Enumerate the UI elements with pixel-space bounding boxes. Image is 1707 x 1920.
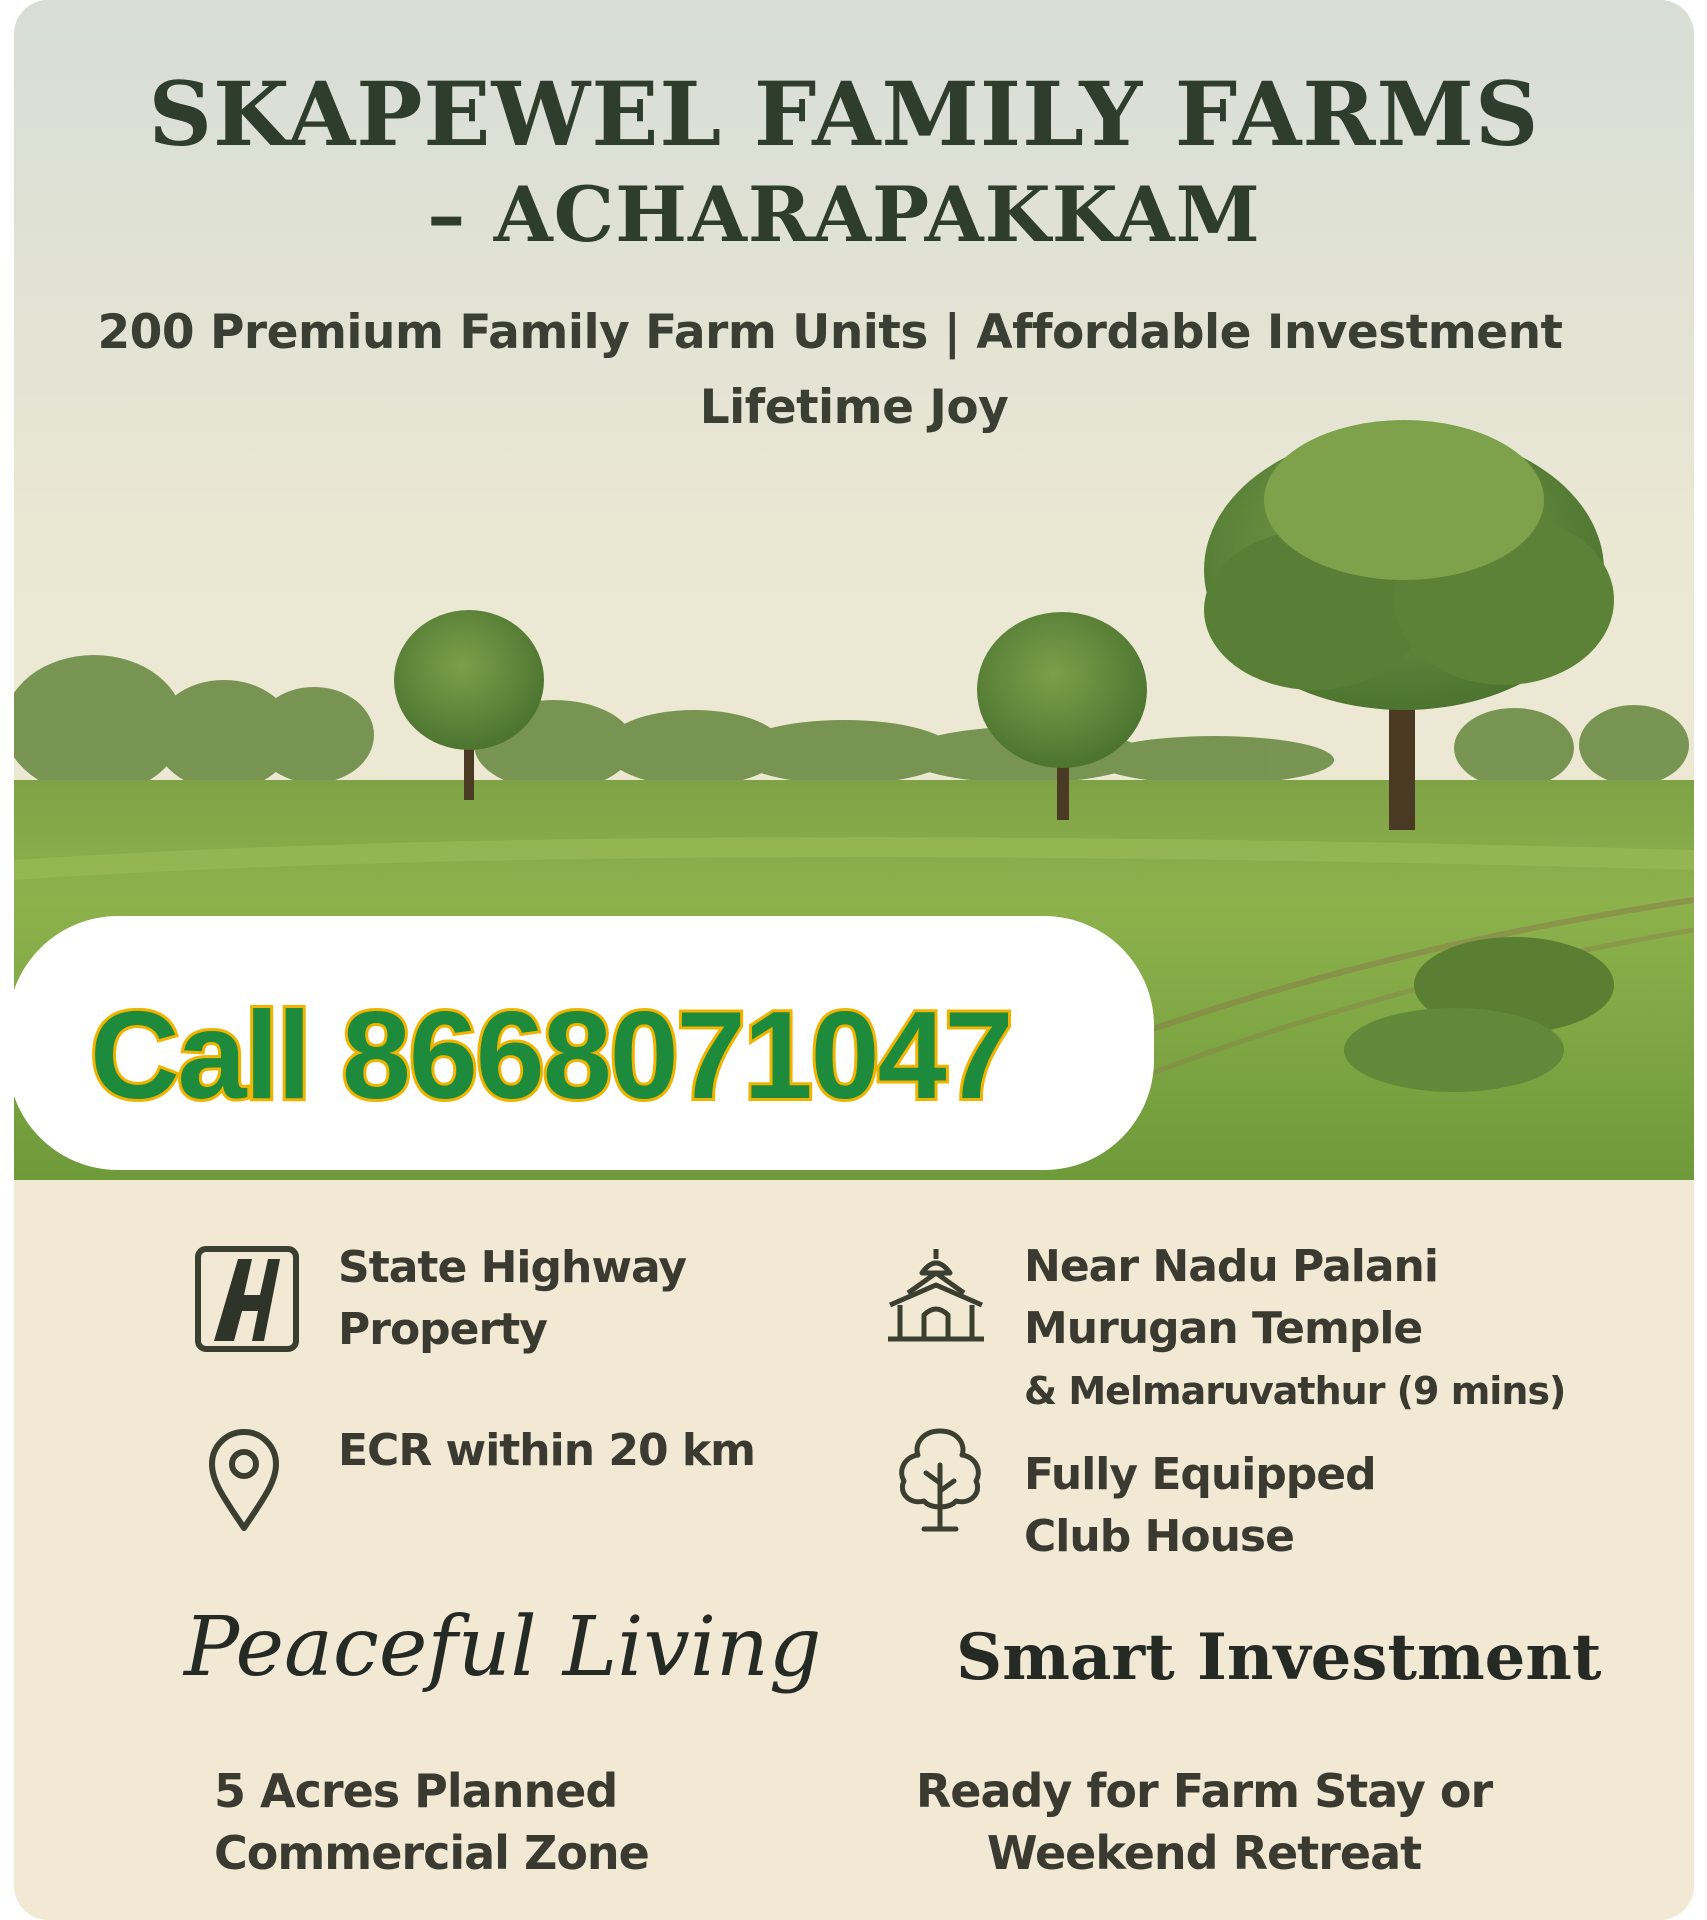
feature-ecr-text (338, 1420, 755, 1482)
feature-club-line2: Club House (1024, 1511, 1294, 1562)
feature-club-line1: Fully Equipped (1024, 1449, 1376, 1500)
call-phone-number[interactable]: Call 8668071047 (90, 987, 1012, 1125)
bottom-right-text (884, 1760, 1524, 1884)
title-line-1: SKAPEWEL FAMILY FARMS (148, 62, 1540, 166)
feature-temple-line3: & Melmaruvathur (9 mins) (1024, 1369, 1566, 1413)
tagline-smart-investment: Smart Investment (956, 1620, 1602, 1695)
bottom-right-line1: Ready for Farm Stay or (915, 1764, 1493, 1818)
feature-ecr-line1: ECR within 20 km (338, 1425, 756, 1476)
subtitle-line-2: Lifetime Joy (699, 380, 1009, 435)
bottom-right-line2: Weekend Retreat (986, 1826, 1422, 1880)
bottom-left-line1: 5 Acres Planned (214, 1764, 618, 1818)
highway-icon (194, 1245, 300, 1353)
feature-highway-line2: Property (338, 1304, 547, 1355)
feature-temple-text (1024, 1236, 1565, 1422)
tree-icon (892, 1425, 988, 1535)
feature-highway-line1: State Highway (338, 1242, 687, 1293)
flyer-card (14, 0, 1694, 1920)
feature-temple-line2: Murugan Temple (1024, 1303, 1423, 1354)
tagline-peaceful-living: Peaceful Living (184, 1600, 822, 1695)
feature-highway-text (338, 1237, 686, 1361)
feature-club-text (1024, 1444, 1376, 1568)
bottom-left-line2: Commercial Zone (214, 1826, 649, 1880)
feature-temple-line1: Near Nadu Palani (1024, 1241, 1438, 1292)
subtitle-line-1: 200 Premium Family Farm Units | Affordable Investment (97, 305, 1563, 360)
temple-icon (884, 1245, 988, 1345)
location-pin-icon (206, 1428, 282, 1532)
bottom-left-text (214, 1760, 649, 1884)
title-line-2: – ACHARAPAKKAM (427, 170, 1261, 259)
